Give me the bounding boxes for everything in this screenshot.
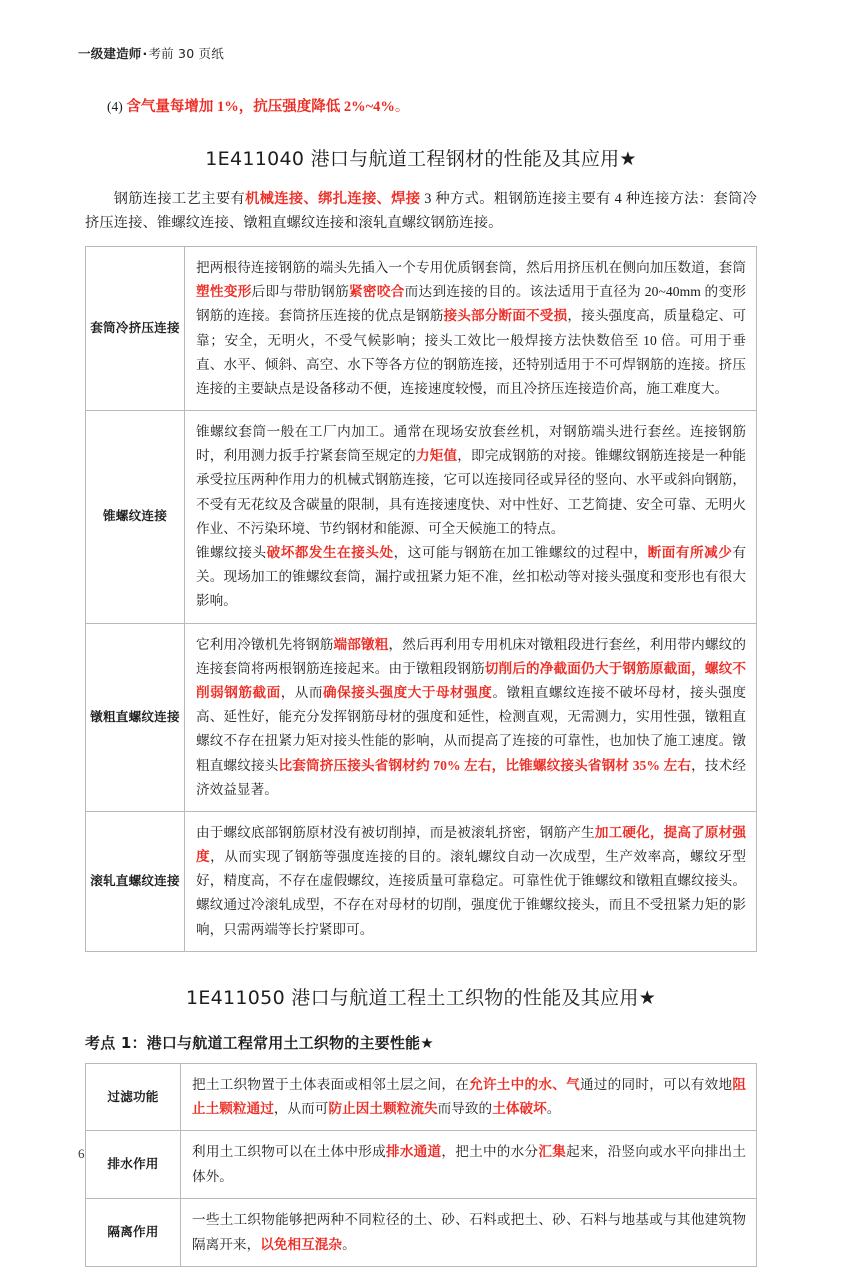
- intro-segment-1: 钢筋连接工艺主要有: [113, 190, 246, 207]
- table-row: [86, 411, 757, 624]
- row-body: [185, 246, 757, 410]
- text-run: 一些土工织物能够把两种不同粒径的土、砂、石料或把土、砂、石料与地基或与其他建筑物隔离开来，: [192, 1212, 746, 1252]
- row-paragraph: [196, 821, 746, 942]
- row-body: [181, 1131, 757, 1199]
- geotextile-properties-table: [85, 1063, 757, 1268]
- highlight-run: 接头部分断面不受损: [443, 308, 568, 324]
- row-paragraph: [192, 1140, 746, 1189]
- table-row: [86, 811, 757, 951]
- row-label: 锥螺纹连接: [86, 411, 185, 624]
- section-1-title: 1E411040 港口与航道工程钢材的性能及其应用★: [205, 148, 637, 171]
- highlight-run: 端部镦粗: [333, 636, 389, 652]
- row-paragraph: [196, 541, 746, 614]
- text-run: ，然后再利用专用机床对镦粗段进行套丝，利用带内螺纹的连接套筒将两根钢筋连接起来。由于镦粗段钢筋: [196, 636, 746, 676]
- text-run: 起来，沿竖向或水平向排出土体外。: [192, 1144, 746, 1184]
- row-paragraph: [196, 256, 746, 401]
- content-column: [85, 96, 757, 1273]
- table-row: [86, 1199, 757, 1267]
- table-row: [86, 246, 757, 410]
- row-body: [181, 1199, 757, 1267]
- page-number: 6: [78, 1146, 85, 1161]
- section-2-title: 1E411050 港口与航道工程土工织物的性能及其应用★: [185, 986, 657, 1009]
- row-paragraph: [196, 420, 746, 541]
- text-run: 把土工织物置于土体表面或相邻土层之间，在: [192, 1076, 470, 1092]
- highlight-run: 塑性变形: [196, 284, 252, 300]
- text-run: ，接头强度高，质量稳定、可靠；安全，无明火，不受气候影响；接头工效比一般焊接方法快数倍至 10 倍。可用于垂直、水平、倾斜、高空、水下等各方位的钢筋连接，还特别适用于不可焊钢筋的连接。挤压连接的主要缺点是设备移动不便，连接速度较慢，而且冷挤压连接造价高，施工难度大。: [196, 308, 746, 396]
- highlight-run: 汇集: [538, 1144, 567, 1160]
- steel-connection-table: [85, 246, 757, 952]
- highlight-run: 紧密咬合: [349, 284, 405, 300]
- table-row: [86, 1131, 757, 1199]
- text-run: ，从而: [280, 684, 324, 700]
- text-run: 把两根待连接钢筋的端头先插入一个专用优质钢套筒，然后用挤压机在侧向加压数道，套筒: [196, 259, 746, 275]
- text-run: 而导致的: [437, 1100, 493, 1116]
- steel-connection-table-body: [86, 246, 757, 951]
- row-paragraph: [192, 1073, 746, 1122]
- highlight-run: 切削后的净截面仍大于钢筋原截面，螺纹不削弱钢筋截面: [196, 660, 746, 700]
- row-body: [181, 1063, 757, 1131]
- highlight-run: 排水通道: [385, 1144, 442, 1160]
- text-run: 。镦粗直螺纹连接不破坏母材，接头强度高、延性好，能充分发挥钢筋母材的强度和延性，检测直观，无需测力，实用性强，镦粗直螺纹不存在扭紧力矩对接头性能的影响，从而提高了连接的可靠性，也加快了施工速度。镦粗直螺纹接头: [196, 684, 746, 773]
- lead-item-text: 含气量每增加 1%，抗压强度降低 2%~4%: [126, 99, 395, 115]
- row-label: 隔离作用: [86, 1199, 181, 1267]
- text-run: 它利用冷镦机先将钢筋: [196, 636, 334, 652]
- text-run: 由于螺纹底部钢筋原材没有被切削掉，而是被滚轧挤密，钢筋产生: [196, 824, 595, 840]
- row-body: [185, 411, 757, 624]
- text-run: 通过的同时，可以有效地: [579, 1076, 733, 1092]
- intro-segment-highlight: 机械连接、绑扎连接、焊接: [245, 190, 421, 207]
- highlight-run: 阻止土颗粒通过: [192, 1076, 746, 1116]
- highlight-run: 断面有所减少: [647, 545, 733, 561]
- row-paragraph: [192, 1208, 746, 1257]
- row-body: [185, 811, 757, 951]
- highlight-run: 比套筒挤压接头省钢材约 70% 左右，比锥螺纹接头省钢材 35% 左右: [278, 757, 692, 773]
- lead-item-period: 。: [394, 99, 410, 115]
- lead-list-item: [85, 96, 757, 119]
- highlight-run: 确保接头强度大于母材强度: [323, 684, 493, 700]
- text-run: 后即与带肋钢筋: [251, 284, 349, 300]
- text-run: ，把土中的水分: [441, 1144, 539, 1160]
- row-label: 镦粗直螺纹连接: [86, 623, 185, 811]
- running-header-separator: ·: [142, 46, 148, 61]
- running-header-subtitle: 考前 30 页纸: [148, 46, 224, 61]
- intro-segment-3: 3 种方式。粗钢筋连接主要有 4 种连接方法：套筒冷挤压连接、锥螺纹连接、镦粗直螺纹连接和滚轧直螺纹钢筋连接。: [85, 190, 757, 232]
- text-run: 。: [342, 1236, 356, 1252]
- table-row: [86, 1063, 757, 1131]
- table-row: [86, 623, 757, 811]
- row-paragraph: [196, 633, 746, 802]
- text-run: 锥螺纹套筒一般在工厂内加工。通常在现场安放套丝机，对钢筋端头进行套丝。连接钢筋时，利用测力扳手拧紧套筒至规定的: [196, 424, 746, 464]
- highlight-run: 允许土中的水、气: [469, 1076, 580, 1092]
- running-header-course: 一级建造师: [78, 46, 142, 61]
- highlight-run: 力矩值: [416, 448, 458, 464]
- row-label: 排水作用: [86, 1131, 181, 1199]
- row-label: 滚轧直螺纹连接: [86, 811, 185, 951]
- section-2-subheading: 考点 1：港口与航道工程常用土工织物的主要性能★: [85, 1033, 434, 1052]
- geotextile-properties-table-body: [86, 1063, 757, 1267]
- highlight-run: 以免相互混杂: [260, 1236, 343, 1252]
- text-run: 利用土工织物可以在土体中形成: [192, 1144, 386, 1160]
- text-run: 锥螺纹接头: [196, 545, 267, 561]
- row-label: 套筒冷挤压连接: [86, 246, 185, 410]
- highlight-run: 破坏都发生在接头处: [266, 545, 394, 561]
- section-1-intro: [85, 187, 757, 236]
- text-run: ，从而可: [273, 1100, 329, 1116]
- text-run: ，技术经济效益显著。: [196, 757, 746, 797]
- highlight-run: 防止因土颗粒流失: [328, 1100, 438, 1116]
- lead-item-number: (4): [107, 99, 123, 114]
- row-body: [185, 623, 757, 811]
- highlight-run: 土体破坏: [492, 1100, 547, 1116]
- highlight-run: 加工硬化，提高了原材强度: [196, 824, 746, 865]
- text-run: 而达到连接的目的。该法适用于直径为 20~40mm 的变形钢筋的连接。套筒挤压连接的优点是钢筋: [196, 284, 747, 324]
- row-label: 过滤功能: [86, 1063, 181, 1131]
- text-run: ，即完成钢筋的对接。锥螺纹钢筋连接是一种能承受拉压两种作用力的机械式钢筋连接，它可以连接同径或异径的竖向、水平或斜向钢筋，不受有无花纹及含碳量的限制，具有连接速度快、对中性好、工艺简捷、安全可靠、无明火作业、不污染环境、节约钢材和能源、可全天候施工的特点。: [196, 448, 746, 536]
- running-header: [78, 44, 224, 62]
- text-run: 有关。现场加工的锥螺纹套筒，漏拧或扭紧力矩不准，丝扣松动等对接头强度和变形也有很大影响。: [196, 545, 746, 609]
- text-run: ，从而实现了钢筋等强度连接的目的。滚轧螺纹自动一次成型，生产效率高，螺纹牙型好，精度高，不存在虚假螺纹，连接质量可靠稳定。可靠性优于锥螺纹和镦粗直螺纹接头。螺纹通过冷滚轧成型，不存在对母材的切削，强度优于锥螺纹接头，而且不受扭紧力矩的影响，只需两端等长拧紧即可。: [196, 849, 746, 937]
- text-run: ，这可能与钢筋在加工锥螺纹的过程中，: [393, 545, 648, 561]
- text-run: 。: [546, 1100, 561, 1116]
